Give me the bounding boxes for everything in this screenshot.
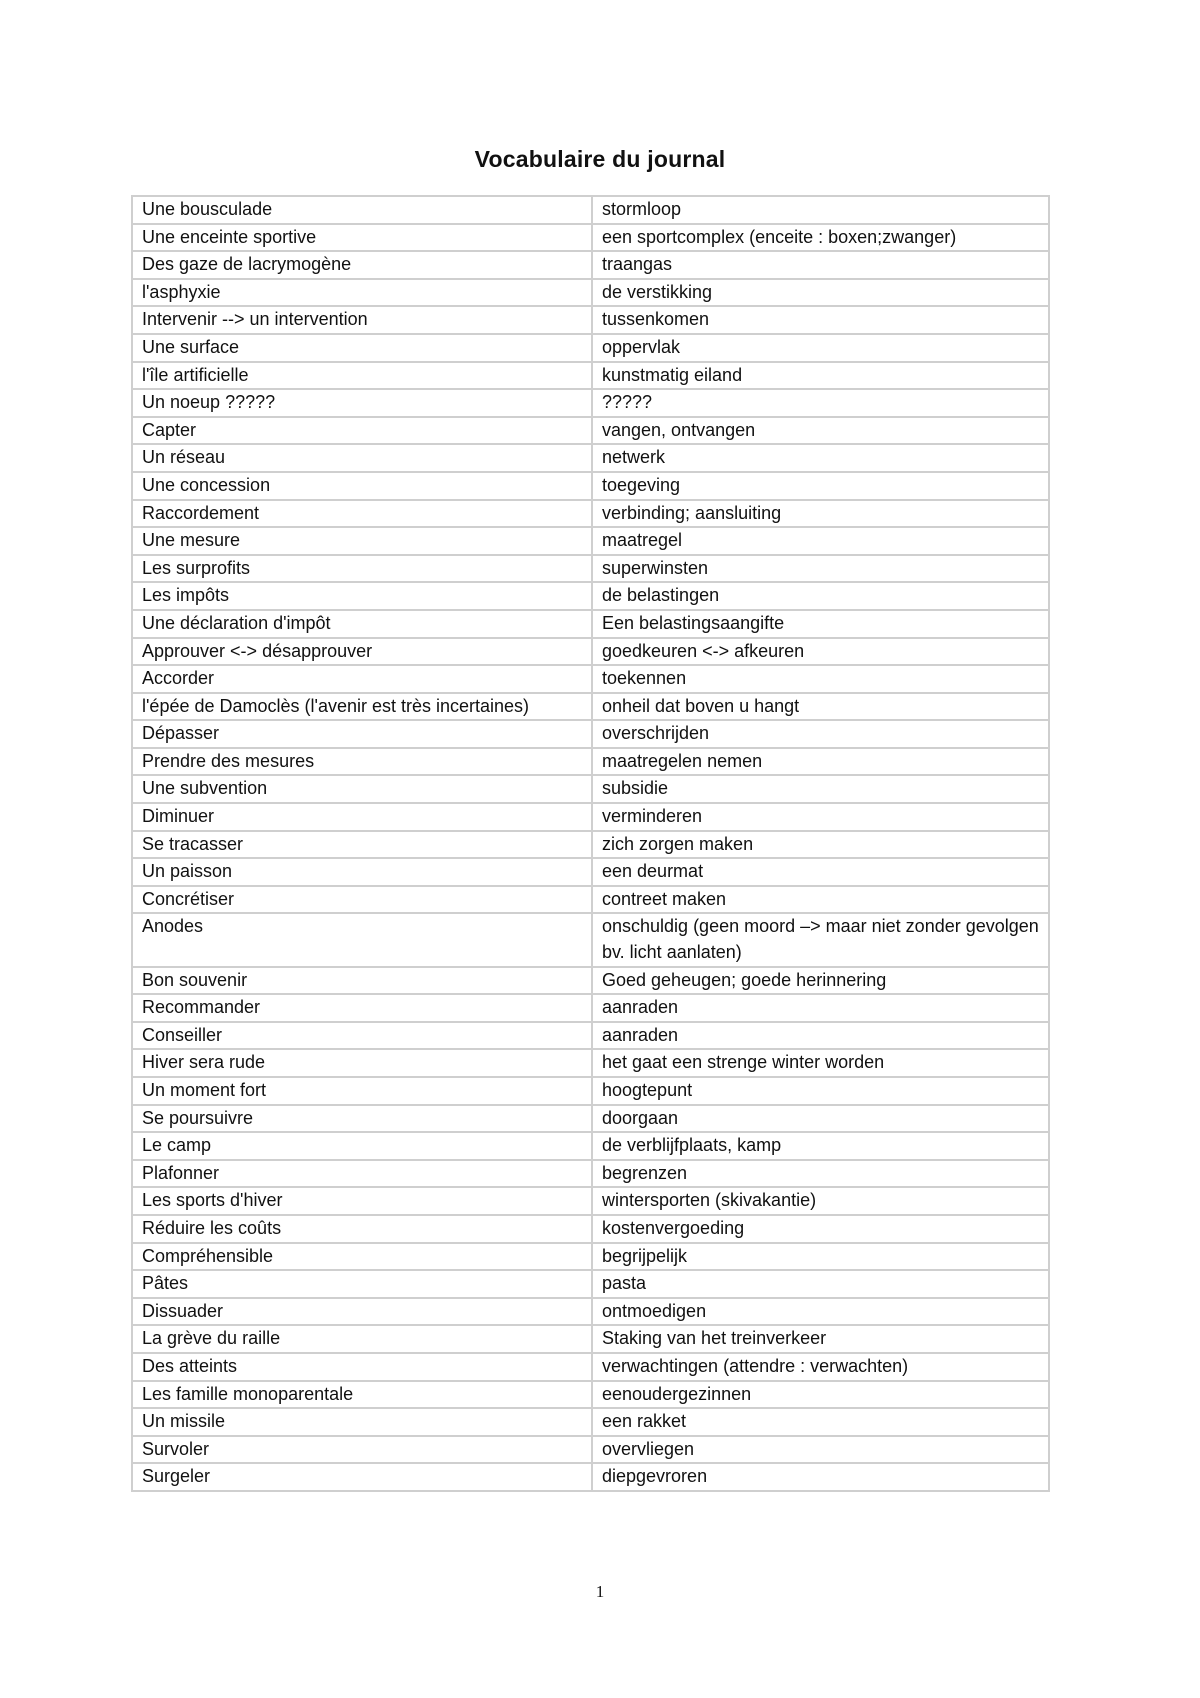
dutch-translation-cell: superwinsten	[592, 555, 1049, 583]
french-term-cell: Anodes	[132, 913, 592, 966]
table-row	[132, 279, 1049, 307]
page-number: 1	[595, 1582, 605, 1601]
french-term-cell: Les famille monoparentale	[132, 1381, 592, 1409]
table-row	[132, 1105, 1049, 1133]
french-term-cell: Se tracasser	[132, 831, 592, 859]
table-row	[132, 1325, 1049, 1353]
french-term-cell: Un réseau	[132, 444, 592, 472]
dutch-translation-cell: oppervlak	[592, 334, 1049, 362]
french-term-cell: Des gaze de lacrymogène	[132, 251, 592, 279]
table-row	[132, 1077, 1049, 1105]
dutch-translation-cell: Staking van het treinverkeer	[592, 1325, 1049, 1353]
table-row	[132, 417, 1049, 445]
table-row	[132, 994, 1049, 1022]
table-row	[132, 1049, 1049, 1077]
table-row	[132, 582, 1049, 610]
dutch-translation-cell: het gaat een strenge winter worden	[592, 1049, 1049, 1077]
table-row	[132, 1215, 1049, 1243]
dutch-translation-cell: onschuldig (geen moord –> maar niet zonder gevolgen bv. licht aanlaten)	[592, 913, 1049, 966]
french-term-cell: Concrétiser	[132, 886, 592, 914]
table-row	[132, 196, 1049, 224]
french-term-cell: Prendre des mesures	[132, 748, 592, 776]
table-row	[132, 389, 1049, 417]
french-term-cell: Une bousculade	[132, 196, 592, 224]
french-term-cell: Compréhensible	[132, 1243, 592, 1271]
table-row	[132, 1160, 1049, 1188]
dutch-translation-cell: Goed geheugen; goede herinnering	[592, 967, 1049, 995]
table-row	[132, 1353, 1049, 1381]
dutch-translation-cell: traangas	[592, 251, 1049, 279]
table-row	[132, 362, 1049, 390]
french-term-cell: Dissuader	[132, 1298, 592, 1326]
table-row	[132, 858, 1049, 886]
dutch-translation-cell: diepgevroren	[592, 1463, 1049, 1491]
dutch-translation-cell: vangen, ontvangen	[592, 417, 1049, 445]
page-title: Vocabulaire du journal	[474, 146, 726, 172]
dutch-translation-cell: begrijpelijk	[592, 1243, 1049, 1271]
french-term-cell: Bon souvenir	[132, 967, 592, 995]
dutch-translation-cell: eenoudergezinnen	[592, 1381, 1049, 1409]
french-term-cell: Les surprofits	[132, 555, 592, 583]
table-row	[132, 224, 1049, 252]
table-row	[132, 1270, 1049, 1298]
table-row	[132, 500, 1049, 528]
dutch-translation-cell: pasta	[592, 1270, 1049, 1298]
table-row	[132, 831, 1049, 859]
dutch-translation-cell: toekennen	[592, 665, 1049, 693]
french-term-cell: Une mesure	[132, 527, 592, 555]
french-term-cell: Survoler	[132, 1436, 592, 1464]
french-term-cell: Réduire les coûts	[132, 1215, 592, 1243]
table-row	[132, 1381, 1049, 1409]
french-term-cell: Approuver <-> désapprouver	[132, 638, 592, 666]
french-term-cell: Accorder	[132, 665, 592, 693]
french-term-cell: l'île artificielle	[132, 362, 592, 390]
dutch-translation-cell: doorgaan	[592, 1105, 1049, 1133]
dutch-translation-cell: de belastingen	[592, 582, 1049, 610]
french-term-cell: Une déclaration d'impôt	[132, 610, 592, 638]
dutch-translation-cell: contreet maken	[592, 886, 1049, 914]
vocabulary-table	[131, 195, 1050, 1492]
table-row	[132, 720, 1049, 748]
dutch-translation-cell: aanraden	[592, 994, 1049, 1022]
table-row	[132, 444, 1049, 472]
dutch-translation-cell: wintersporten (skivakantie)	[592, 1187, 1049, 1215]
french-term-cell: Dépasser	[132, 720, 592, 748]
table-row	[132, 693, 1049, 721]
dutch-translation-cell: kunstmatig eiland	[592, 362, 1049, 390]
table-row	[132, 527, 1049, 555]
dutch-translation-cell: ontmoedigen	[592, 1298, 1049, 1326]
dutch-translation-cell: een sportcomplex (enceite : boxen;zwanger)	[592, 224, 1049, 252]
dutch-translation-cell: tussenkomen	[592, 306, 1049, 334]
dutch-translation-cell: netwerk	[592, 444, 1049, 472]
french-term-cell: Se poursuivre	[132, 1105, 592, 1133]
table-row	[132, 748, 1049, 776]
table-row	[132, 1187, 1049, 1215]
dutch-translation-cell: zich zorgen maken	[592, 831, 1049, 859]
table-row	[132, 1408, 1049, 1436]
dutch-translation-cell: toegeving	[592, 472, 1049, 500]
dutch-translation-cell: kostenvergoeding	[592, 1215, 1049, 1243]
french-term-cell: Un paisson	[132, 858, 592, 886]
dutch-translation-cell: een rakket	[592, 1408, 1049, 1436]
vocabulary-table-body	[132, 196, 1049, 1491]
table-row	[132, 1436, 1049, 1464]
dutch-translation-cell: subsidie	[592, 775, 1049, 803]
french-term-cell: Un missile	[132, 1408, 592, 1436]
table-row	[132, 1022, 1049, 1050]
french-term-cell: Un noeup ?????	[132, 389, 592, 417]
dutch-translation-cell: maatregel	[592, 527, 1049, 555]
french-term-cell: Intervenir --> un intervention	[132, 306, 592, 334]
dutch-translation-cell: goedkeuren <-> afkeuren	[592, 638, 1049, 666]
french-term-cell: Raccordement	[132, 500, 592, 528]
french-term-cell: Une subvention	[132, 775, 592, 803]
french-term-cell: Conseiller	[132, 1022, 592, 1050]
dutch-translation-cell: de verblijfplaats, kamp	[592, 1132, 1049, 1160]
table-row	[132, 803, 1049, 831]
table-row	[132, 967, 1049, 995]
dutch-translation-cell: overvliegen	[592, 1436, 1049, 1464]
french-term-cell: Hiver sera rude	[132, 1049, 592, 1077]
french-term-cell: Surgeler	[132, 1463, 592, 1491]
dutch-translation-cell: Een belastingsaangifte	[592, 610, 1049, 638]
french-term-cell: Des atteints	[132, 1353, 592, 1381]
french-term-cell: l'asphyxie	[132, 279, 592, 307]
french-term-cell: Un moment fort	[132, 1077, 592, 1105]
dutch-translation-cell: hoogtepunt	[592, 1077, 1049, 1105]
dutch-translation-cell: verwachtingen (attendre : verwachten)	[592, 1353, 1049, 1381]
french-term-cell: Le camp	[132, 1132, 592, 1160]
dutch-translation-cell: de verstikking	[592, 279, 1049, 307]
table-row	[132, 306, 1049, 334]
table-row	[132, 1298, 1049, 1326]
dutch-translation-cell: begrenzen	[592, 1160, 1049, 1188]
dutch-translation-cell: verbinding; aansluiting	[592, 500, 1049, 528]
table-row	[132, 472, 1049, 500]
dutch-translation-cell: een deurmat	[592, 858, 1049, 886]
table-row	[132, 913, 1049, 966]
french-term-cell: Diminuer	[132, 803, 592, 831]
dutch-translation-cell: stormloop	[592, 196, 1049, 224]
french-term-cell: Les impôts	[132, 582, 592, 610]
table-row	[132, 665, 1049, 693]
french-term-cell: La grève du raille	[132, 1325, 592, 1353]
table-row	[132, 775, 1049, 803]
french-term-cell: l'épée de Damoclès (l'avenir est très incertaines)	[132, 693, 592, 721]
table-row	[132, 638, 1049, 666]
french-term-cell: Une enceinte sportive	[132, 224, 592, 252]
french-term-cell: Pâtes	[132, 1270, 592, 1298]
table-row	[132, 886, 1049, 914]
dutch-translation-cell: verminderen	[592, 803, 1049, 831]
french-term-cell: Recommander	[132, 994, 592, 1022]
table-row	[132, 1463, 1049, 1491]
table-row	[132, 251, 1049, 279]
french-term-cell: Les sports d'hiver	[132, 1187, 592, 1215]
dutch-translation-cell: onheil dat boven u hangt	[592, 693, 1049, 721]
table-row	[132, 610, 1049, 638]
dutch-translation-cell: ?????	[592, 389, 1049, 417]
table-row	[132, 1243, 1049, 1271]
table-row	[132, 1132, 1049, 1160]
dutch-translation-cell: overschrijden	[592, 720, 1049, 748]
table-row	[132, 555, 1049, 583]
table-row	[132, 334, 1049, 362]
french-term-cell: Capter	[132, 417, 592, 445]
dutch-translation-cell: aanraden	[592, 1022, 1049, 1050]
french-term-cell: Une surface	[132, 334, 592, 362]
dutch-translation-cell: maatregelen nemen	[592, 748, 1049, 776]
french-term-cell: Plafonner	[132, 1160, 592, 1188]
french-term-cell: Une concession	[132, 472, 592, 500]
